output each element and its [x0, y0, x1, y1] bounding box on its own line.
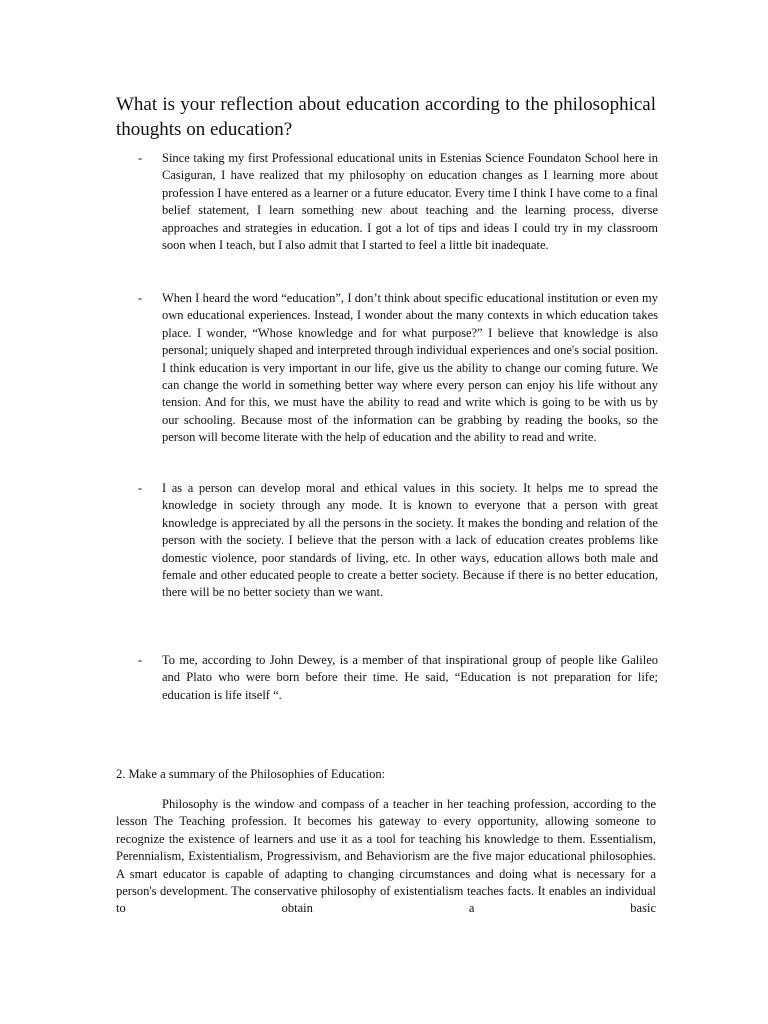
- list-item: [138, 480, 658, 602]
- list-item-text: When I heard the word “education”, I don’t think about specific educational institution or even my own educational experiences. Instead, I wonder about the many contexts in which education takes place. I wonder, “Whose knowledge and for what purpose?” I believe that knowledge is also personal; uniquely shaped and interpreted through individual experiences and one's social position. I think education is very important in our life, give us the ability to change our coming future. We can change the world in something better way where every person can enjoy his life without any tension. And for this, we must have the ability to read and write which is going to be with us by our schooling. Because most of the information can be grabbing by reading the books, so the person will become literate with the help of education and the ability to read and write.: [162, 291, 658, 445]
- summary-paragraph: Philosophy is the window and compass of a teacher in her teaching profession, according to the lesson The Teaching profession. It becomes his gateway to every opportunity, allowing someone to recognize the existence of learners and use it as a tool for teaching his knowledge to them. Essentialism, Perennialism, Existentialism, Progressivism, and Behaviorism are the five major educational philosophies. A smart educator is capable of adapting to changing circumstances and doing what is necessary for a person's development. The conservative philosophy of existentialism teaches facts. It enables an individual to obtain a basic: [116, 797, 656, 916]
- bullet-dash: -: [138, 151, 143, 165]
- list-item: [138, 290, 658, 447]
- list-item-text: To me, according to John Dewey, is a member of that inspirational group of people like Galileo and Plato who were born before their time. He said, “Education is not preparation for life; education is life itself “.: [162, 653, 658, 702]
- bullet-dash: -: [138, 291, 143, 305]
- page-title: What is your reflection about education according to the philosophical thoughts on education?: [116, 94, 656, 140]
- list-item-text: I as a person can develop moral and ethical values in this society. It helps me to spread the knowledge in society through any mode. It is known to everyone that a person with great knowledge is appreciated by all the persons in the society. It makes the bonding and relation of the person with the society. I believe that the person with a lack of education creates problems like domestic violence, poor standards of living, etc. In other ways, education allows both male and female and other educated people to create a better society. Because if there is no better education, there will be no better society than we want.: [162, 481, 658, 600]
- list-item-text: Since taking my first Professional educational units in Estenias Science Foundaton School here in Casiguran, I have realized that my philosophy on education changes as I learning more about profession I have entered as a learner or a future educator. Every time I think I have come to a final belief statement, I learn something new about teaching and the learning process, diverse approaches and strategies in education. I got a lot of tips and ideas I could try in my classroom soon when I teach, but I also admit that I started to feel a little bit inadequate.: [162, 151, 658, 253]
- list-item: [138, 652, 658, 704]
- question-heading: 2. Make a summary of the Philosophies of Education:: [116, 767, 386, 781]
- bullet-dash: -: [138, 653, 143, 667]
- list-item: [138, 150, 658, 254]
- bullet-dash: -: [138, 481, 143, 495]
